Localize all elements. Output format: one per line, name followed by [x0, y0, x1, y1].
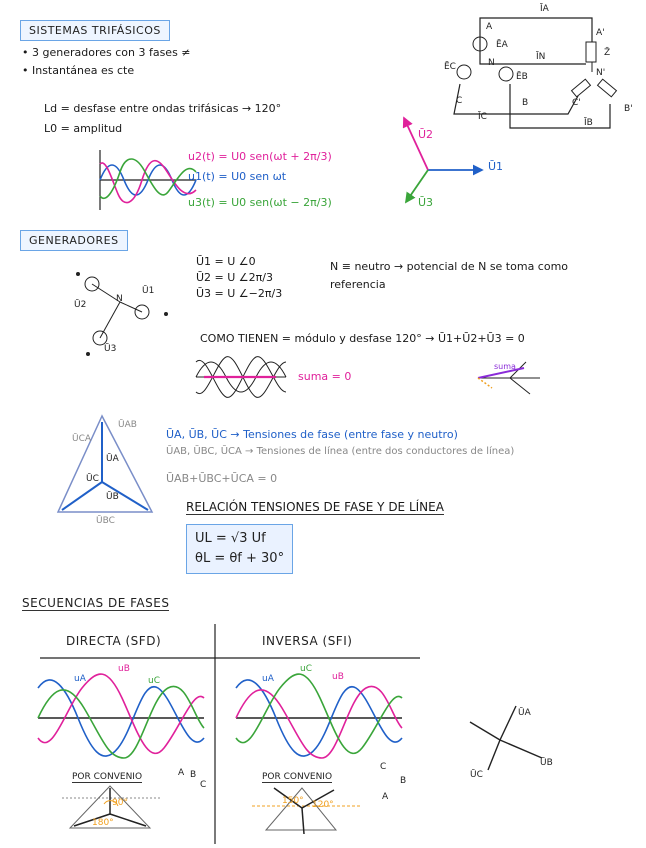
directa-rot-C: C: [200, 780, 207, 790]
inversa-phasor-diagram: [460, 700, 560, 780]
u1-polar: Ū1 = U ∠0: [196, 255, 256, 268]
u3-equation: u3(t) = U0 sen(ωt − 2π/3): [188, 196, 332, 209]
directa-header: DIRECTA (SFD): [66, 634, 162, 648]
relacion-box: [186, 524, 293, 574]
circuit-EC: ĒC: [444, 62, 456, 72]
circuit-IN: ĪN: [536, 52, 546, 62]
tri-ubc: ŪBC: [96, 516, 115, 526]
inversa-header: INVERSA (SFI): [262, 634, 353, 648]
tensiones-fase: ŪA, ŪB, ŪC → Tensiones de fase (entre fase y neutro): [166, 428, 458, 441]
circuit-B2: B': [624, 104, 633, 114]
phasor-u1-label: Ū1: [488, 160, 504, 173]
phasor-UB-label: ŪB: [540, 758, 553, 768]
directa-waves: [38, 668, 208, 768]
tri-ub: ŪB: [106, 492, 119, 502]
directa-ang90: 90°: [112, 798, 128, 808]
phasor-u2-label: Ū2: [418, 128, 434, 141]
circuit-B: B: [522, 98, 529, 108]
referencia-text: referencia: [330, 278, 386, 291]
circuit-IC: ĪC: [478, 112, 487, 122]
circuit-EB: ĒB: [516, 72, 528, 82]
circuit-IA: ĪA: [540, 4, 549, 14]
generators-star: [70, 268, 180, 358]
directa-rot-A: A: [178, 768, 185, 778]
inversa-uA: uA: [262, 674, 274, 684]
u1-equation: u1(t) = U0 sen ωt: [188, 170, 287, 183]
bullet-instantanea: • Instantánea es cte: [22, 64, 135, 77]
tri-uca: ŪCA: [72, 434, 92, 444]
gen-u3-label: Ū3: [104, 344, 117, 354]
circuit-A: A: [486, 22, 493, 32]
u3-polar: Ū3 = U ∠−2π/3: [196, 287, 283, 300]
circuit-C: C: [456, 96, 463, 106]
u2-polar: Ū2 = U ∠2π/3: [196, 271, 273, 284]
inversa-uB: uB: [332, 672, 344, 682]
directa-uC: uC: [148, 676, 160, 686]
tri-uab: ŪAB: [118, 420, 137, 430]
inversa-rot-A: A: [382, 792, 389, 802]
phasor-UC-label: ŪC: [470, 770, 483, 780]
directa-phasor-triangle: [62, 784, 162, 844]
suma-cero-label: suma = 0: [298, 370, 352, 383]
phasor-u3-label: Ū3: [418, 196, 434, 209]
inversa-ang120: 120°: [312, 800, 334, 810]
directa-uB: uB: [118, 664, 130, 674]
tensiones-suma: ŪAB+ŪBC+ŪCA = 0: [166, 472, 278, 485]
directa-rot-B: B: [190, 770, 197, 780]
circuit-C2: C': [572, 98, 581, 108]
neutro-text: N ≡ neutro → potencial de N se toma como: [330, 260, 569, 273]
inversa-uC: uC: [300, 664, 312, 674]
circuit-N2: N': [596, 68, 606, 78]
circuit-A2: A': [596, 28, 605, 38]
header-line: [40, 656, 420, 660]
gen-n-label: N: [116, 294, 123, 304]
circuit-Z: Z̄: [604, 48, 611, 58]
bullet-generadores: • 3 generadores con 3 fases ≠: [22, 46, 191, 59]
sum-waves: [196, 352, 286, 402]
desfase-line: Ld = desfase entre ondas trifásicas → 120°: [44, 102, 282, 115]
phasor-UA-label: ŪA: [518, 708, 531, 718]
relacion-eq2: θL = θf + 30°: [195, 551, 285, 566]
inversa-rot-C: C: [380, 762, 387, 772]
relacion-title: RELACIÓN TENSIONES DE FASE Y DE LÍNEA: [186, 500, 444, 514]
tri-ua: ŪA: [106, 454, 119, 464]
tensiones-linea: ŪAB, ŪBC, ŪCA → Tensiones de línea (entre dos conductores de línea): [166, 446, 515, 457]
secuencias-title: SECUENCIAS DE FASES: [22, 596, 170, 610]
directa-ang180: 180°: [92, 818, 114, 828]
three-phase-waves: [98, 150, 198, 210]
u2-equation: u2(t) = U0 sen(ωt + 2π/3): [188, 150, 332, 163]
inversa-ang150: 150°: [282, 796, 304, 806]
circuit-N: N: [488, 58, 495, 68]
relacion-eq1: UL = √3 Uf: [195, 531, 266, 546]
suma-purple-label: suma: [494, 362, 516, 371]
inversa-convenio: POR CONVENIO: [262, 772, 333, 782]
inversa-phasor-triangle: [252, 784, 362, 844]
circuit-IB: ĪB: [584, 118, 593, 128]
circuit-EA: ĒA: [496, 40, 508, 50]
inversa-rot-B: B: [400, 776, 407, 786]
como-tienen-text: COMO TIENEN = módulo y desfase 120° → Ū1+Ū2+Ū3 = 0: [200, 332, 525, 345]
amplitud-line: L0 = amplitud: [44, 122, 123, 135]
tri-uc: ŪC: [86, 474, 99, 484]
section-title-sistemas: SISTEMAS TRIFÁSICOS: [20, 20, 170, 41]
gen-u2-label: Ū2: [74, 300, 87, 310]
gen-u1-label: Ū1: [142, 286, 155, 296]
directa-convenio: POR CONVENIO: [72, 772, 143, 782]
directa-uA: uA: [74, 674, 86, 684]
section-title-generadores: GENERADORES: [20, 230, 128, 251]
tensiones-triangle: [52, 412, 162, 522]
